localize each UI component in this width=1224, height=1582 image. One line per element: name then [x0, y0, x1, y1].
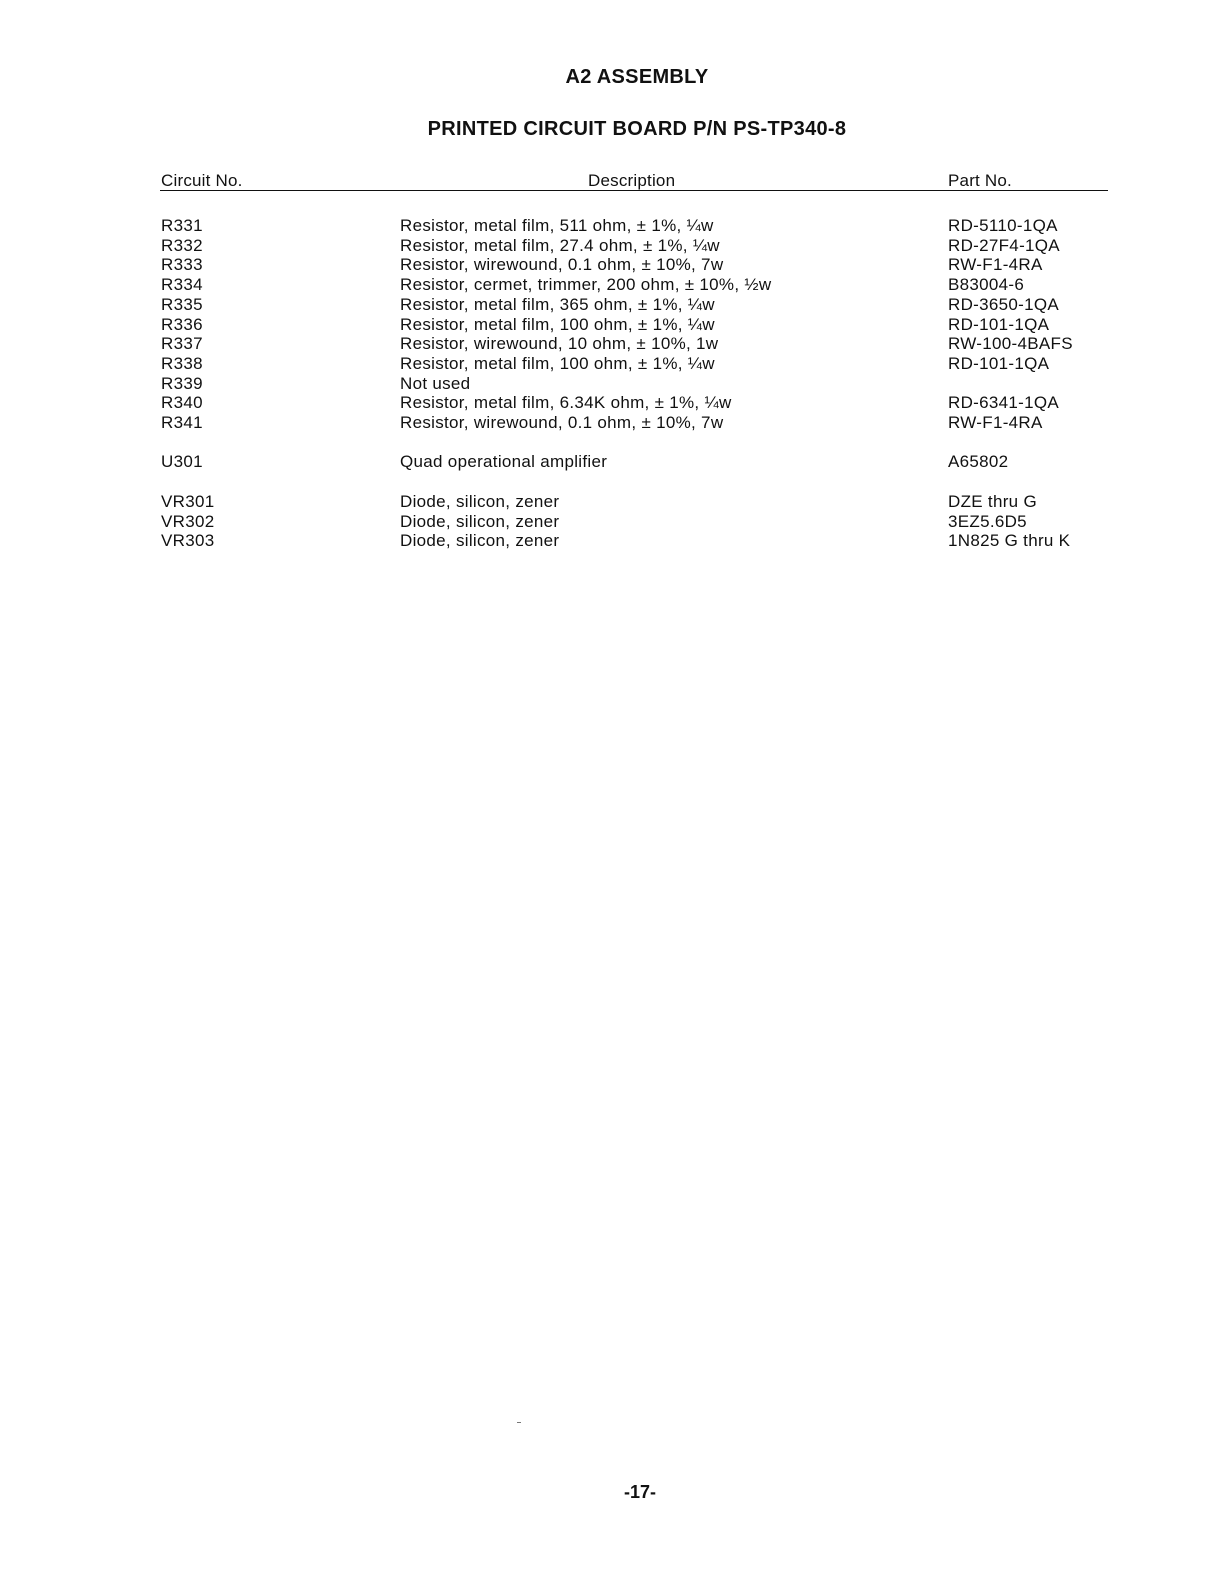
circuit-no-cell: R333: [161, 255, 203, 275]
header-divider: [160, 190, 1108, 191]
part-no-cell: RW-F1-4RA: [948, 255, 1043, 275]
description-cell: Diode, silicon, zener: [400, 531, 560, 551]
table-row: [0, 374, 1224, 394]
part-no-cell: RD-101-1QA: [948, 353, 1050, 373]
description-cell: Diode, silicon, zener: [400, 491, 560, 511]
table-row: [0, 354, 1224, 374]
description-cell: Diode, silicon, zener: [400, 511, 560, 531]
circuit-no-cell: VR301: [161, 491, 215, 511]
table-row: [0, 512, 1224, 532]
part-no-cell: RW-100-4BAFS: [948, 334, 1073, 354]
circuit-no-cell: R336: [161, 314, 203, 334]
circuit-no-cell: R335: [161, 294, 203, 314]
table-row: [0, 413, 1224, 433]
table-row: [0, 216, 1224, 236]
circuit-no-cell: R332: [161, 235, 203, 255]
page-number: -17-: [623, 1482, 656, 1502]
part-no-cell: 1N825 G thru K: [948, 531, 1071, 551]
column-header-description: Description: [588, 171, 676, 190]
table-row: [0, 393, 1224, 413]
circuit-no-cell: R337: [161, 334, 203, 354]
part-no-cell: RW-F1-4RA: [948, 413, 1043, 432]
table-row: [0, 531, 1224, 551]
description-cell: Resistor, wirewound, 10 ohm, ± 10%, 1w: [400, 334, 719, 354]
column-header-circuit-no: Circuit No.: [161, 171, 243, 190]
description-cell: Resistor, wirewound, 0.1 ohm, ± 10%, 7w: [400, 255, 724, 275]
description-cell: Not used: [400, 373, 471, 393]
description-cell: Quad operational amplifier: [400, 452, 608, 472]
circuit-no-cell: VR302: [161, 511, 215, 531]
description-cell: Resistor, metal film, 6.34K ohm, ± 1%, ¼w: [400, 393, 732, 413]
table-row: [0, 295, 1224, 315]
circuit-no-cell: VR303: [161, 531, 215, 551]
description-cell: Resistor, metal film, 27.4 ohm, ± 1%, ¼w: [400, 235, 720, 255]
page-subtitle: PRINTED CIRCUIT BOARD P/N PS-TP340-8: [427, 118, 847, 140]
table-row: [0, 255, 1224, 275]
part-no-cell: RD-5110-1QA: [948, 216, 1058, 235]
table-row: [0, 275, 1224, 295]
circuit-no-cell: R334: [161, 275, 203, 295]
description-cell: Resistor, cermet, trimmer, 200 ohm, ± 10%, ½w: [400, 275, 772, 295]
description-cell: Resistor, metal film, 100 ohm, ± 1%, ¼w: [400, 353, 715, 373]
part-no-cell: 3EZ5.6D5: [948, 511, 1027, 531]
circuit-no-cell: R341: [161, 413, 203, 432]
table-row: [0, 315, 1224, 335]
circuit-no-cell: R340: [161, 393, 203, 413]
scan-speck: [517, 1422, 521, 1423]
circuit-no-cell: U301: [161, 452, 203, 472]
table-row: [0, 334, 1224, 354]
description-cell: Resistor, metal film, 365 ohm, ± 1%, ¼w: [400, 294, 715, 314]
description-cell: Resistor, wirewound, 0.1 ohm, ± 10%, 7w: [400, 413, 724, 432]
column-header-part-no: Part No.: [948, 171, 1012, 190]
description-cell: Resistor, metal film, 511 ohm, ± 1%, ¼w: [400, 216, 714, 235]
circuit-no-cell: R338: [161, 353, 203, 373]
part-no-cell: RD-3650-1QA: [948, 294, 1060, 314]
description-cell: Resistor, metal film, 100 ohm, ± 1%, ¼w: [400, 314, 715, 334]
part-no-cell: A65802: [948, 452, 1009, 472]
part-no-cell: RD-27F4-1QA: [948, 235, 1060, 255]
part-no-cell: RD-101-1QA: [948, 314, 1050, 334]
table-row: [0, 236, 1224, 256]
table-row: [0, 492, 1224, 512]
part-no-cell: DZE thru G: [948, 491, 1037, 511]
page-title: A2 ASSEMBLY: [565, 66, 709, 88]
part-no-cell: RD-6341-1QA: [948, 393, 1060, 413]
table-row: [0, 452, 1224, 472]
circuit-no-cell: R339: [161, 373, 203, 393]
part-no-cell: B83004-6: [948, 275, 1025, 295]
circuit-no-cell: R331: [161, 216, 203, 235]
